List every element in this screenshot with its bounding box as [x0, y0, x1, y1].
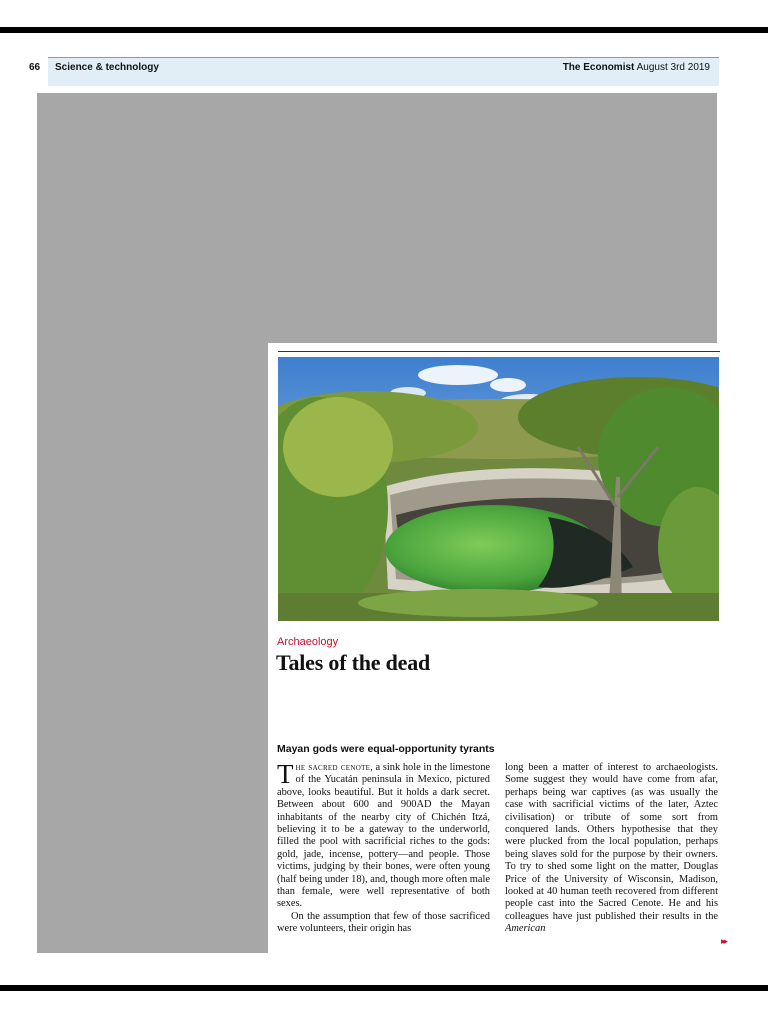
- publication-date: [563, 62, 710, 73]
- paragraph-2-continued: [505, 762, 718, 936]
- paragraph-1: [277, 759, 490, 911]
- opening-smallcaps: he sacred cenote: [295, 762, 371, 773]
- article-kicker: Archaeology: [277, 636, 339, 648]
- page-number: 66: [29, 62, 41, 73]
- drop-cap: T: [277, 759, 294, 789]
- continue-arrow-icon: ▸▸: [721, 937, 727, 947]
- section-name: Science & technology: [55, 62, 159, 73]
- redacted-area-top: [37, 93, 717, 343]
- article-top-rule: [278, 351, 720, 352]
- paragraph-2: On the assumption that few of those sacrificed were volunteers, their origin has: [277, 910, 490, 935]
- journal-name-italic: American: [505, 923, 546, 935]
- column-2-text: long been a matter of interest to archaeologists. Some suggest they would have come from afar, perhaps being war captives (as was usually the case with sacrificial victims of the later, Aztec civilisation) or tribute of some sort from conquered lands. Others hypothesise that they were plucked from the local population, perhaps being slaves sold for the purpose by their owners. To try to shed some light on the matter, Douglas Price of the University of Wisconsin, Madison, looked at 40 human teeth recovered from different people cast into the Sacred Cenote. He and his colleagues have just published their results in the: [505, 762, 718, 922]
- paragraph-1-text: , a sink hole in the limestone of the Yucatán peninsula in Mexico, pictured above, looks beautiful. But it holds a dark secret. Between about 600 and 900AD the Mayan inhabitants of the nearby city of Chichén Itzá, believing it to be a gateway to the underworld, filled the pool with sacrificial riches to the gods: gold, jade, incense, pottery—and people. Those victims, judging by their bones, were often young (half being under 18), and, though more often male than female, were well representative of both sexes.: [277, 762, 490, 910]
- article-headline: Tales of the dead: [276, 650, 431, 675]
- top-black-bar: [0, 27, 768, 33]
- sacred-cenote-photo: [278, 357, 719, 621]
- bottom-black-bar: [0, 985, 768, 991]
- article-rubric: Mayan gods were equal-opportunity tyrants: [277, 743, 495, 755]
- publication-name: The Economist: [562, 62, 635, 73]
- issue-date: August 3rd 2019: [636, 62, 710, 73]
- article-column-1: [277, 759, 490, 936]
- article-column-2: [505, 762, 718, 936]
- redacted-area-left: [37, 343, 268, 953]
